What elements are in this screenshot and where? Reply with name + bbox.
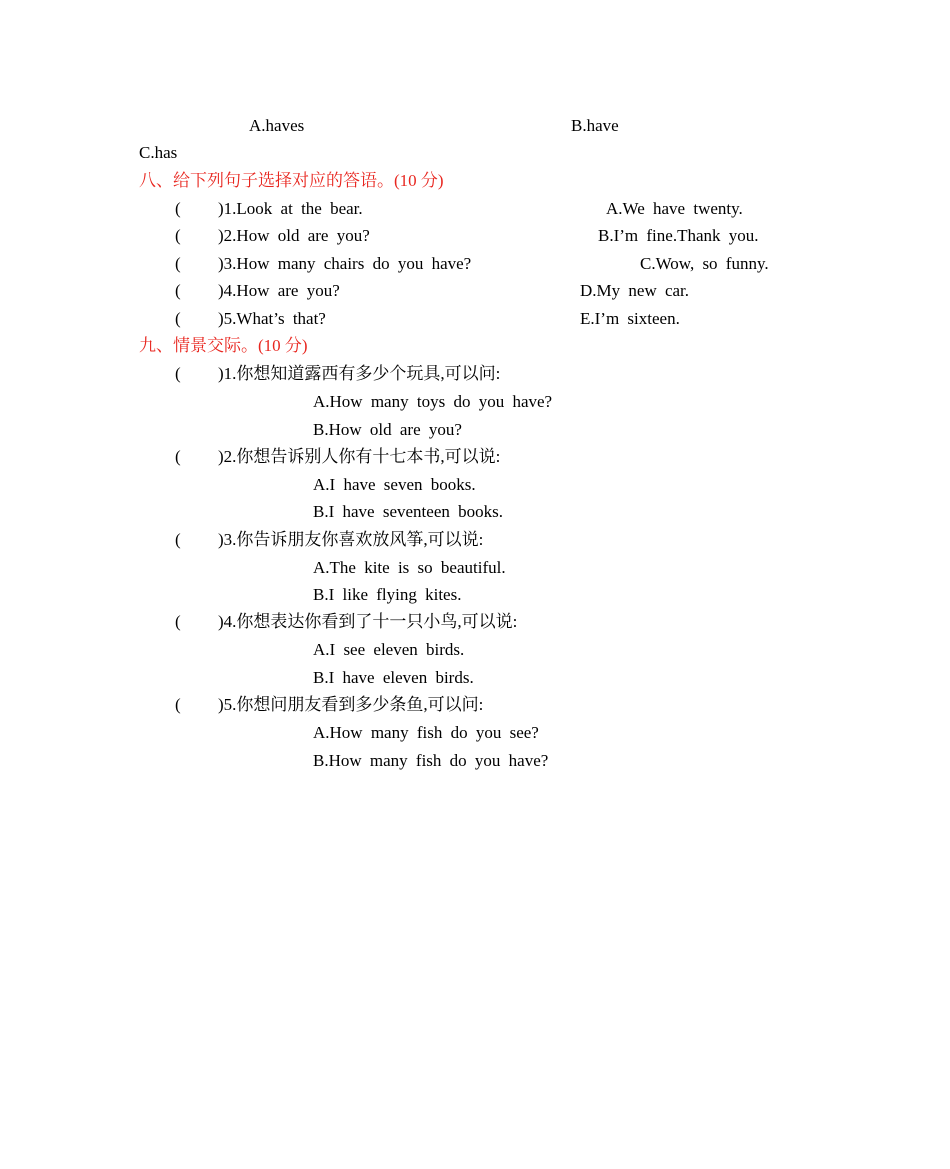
- choice-b: B.I have seventeen books.: [313, 502, 503, 521]
- choice-a: A.How many toys do you have?: [313, 392, 553, 411]
- answer-paren[interactable]: (: [175, 364, 181, 383]
- answer-option-d: D.My new car.: [580, 281, 690, 300]
- question-9-2: )2.你想告诉别人你有十七本书,可以说:: [218, 447, 501, 466]
- answer-paren[interactable]: (: [175, 447, 181, 466]
- choice-a: A.The kite is so beautiful.: [313, 558, 506, 577]
- question-8-5: )5.What’s that?: [218, 309, 326, 328]
- question-8-2: )2.How old are you?: [218, 226, 370, 245]
- question-8-3: )3.How many chairs do you have?: [218, 254, 472, 273]
- answer-paren[interactable]: (: [175, 612, 181, 631]
- answer-option-e: E.I’m sixteen.: [580, 309, 680, 328]
- option-a-haves: A.haves: [249, 116, 305, 135]
- choice-a: A.How many fish do you see?: [313, 723, 539, 742]
- question-9-4: )4.你想表达你看到了十一只小鸟,可以说:: [218, 612, 518, 631]
- answer-paren[interactable]: (: [175, 254, 181, 273]
- choice-b: B.I like flying kites.: [313, 585, 462, 604]
- answer-paren[interactable]: (: [175, 309, 181, 328]
- choice-b: B.I have eleven birds.: [313, 668, 474, 687]
- question-9-3: )3.你告诉朋友你喜欢放风筝,可以说:: [218, 530, 484, 549]
- answer-paren[interactable]: (: [175, 281, 181, 300]
- question-9-5: )5.你想问朋友看到多少条鱼,可以问:: [218, 695, 484, 714]
- answer-option-a: A.We have twenty.: [606, 199, 743, 218]
- answer-paren[interactable]: (: [175, 695, 181, 714]
- answer-paren[interactable]: (: [175, 199, 181, 218]
- choice-a: A.I have seven books.: [313, 475, 476, 494]
- choice-b: B.How many fish do you have?: [313, 751, 549, 770]
- answer-paren[interactable]: (: [175, 530, 181, 549]
- answer-option-c: C.Wow, so funny.: [640, 254, 769, 273]
- question-8-4: )4.How are you?: [218, 281, 340, 300]
- section-9-heading: 九、情景交际。(10 分): [139, 336, 308, 355]
- question-8-1: )1.Look at the bear.: [218, 199, 363, 218]
- question-9-1: )1.你想知道露西有多少个玩具,可以问:: [218, 364, 501, 383]
- answer-paren[interactable]: (: [175, 226, 181, 245]
- option-b-have: B.have: [571, 116, 619, 135]
- choice-b: B.How old are you?: [313, 420, 462, 439]
- section-8-heading: 八、给下列句子选择对应的答语。(10 分): [139, 171, 444, 190]
- option-c-has: C.has: [139, 143, 178, 162]
- choice-a: A.I see eleven birds.: [313, 640, 465, 659]
- answer-option-b: B.I’m fine.Thank you.: [598, 226, 759, 245]
